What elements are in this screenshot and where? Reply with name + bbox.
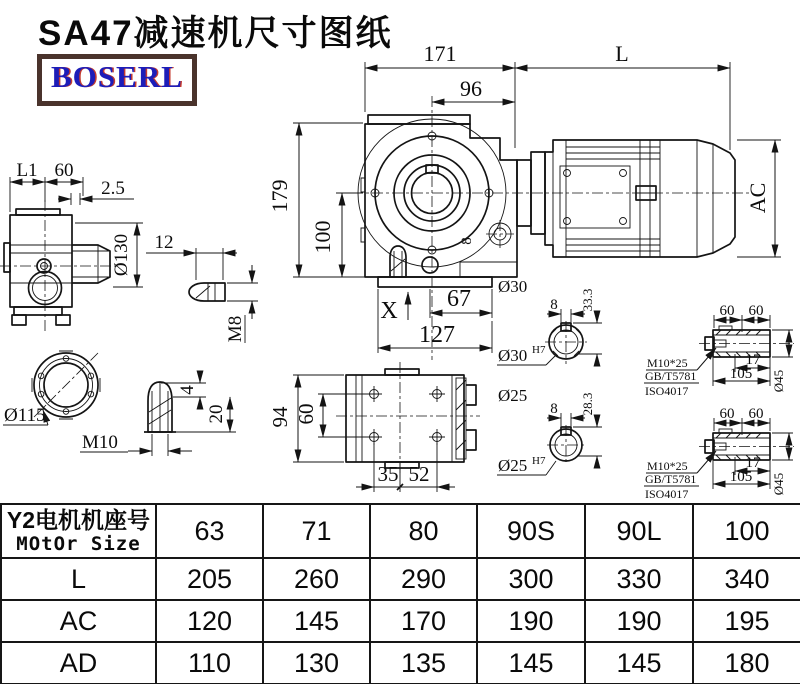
dim-dia130: Ø130 bbox=[111, 233, 132, 277]
gearbox-bottom-view bbox=[268, 362, 480, 492]
cell-AD-90S: 145 bbox=[477, 642, 585, 684]
col-63: 63 bbox=[156, 504, 263, 558]
dim-dia30: Ø30 bbox=[498, 277, 528, 296]
dim-35: 35 bbox=[377, 462, 399, 486]
cell-L-80: 290 bbox=[370, 558, 477, 600]
dim-171: 171 bbox=[423, 41, 457, 66]
dim-20: 20 bbox=[206, 404, 227, 424]
header-en: MOtOr Size bbox=[16, 533, 141, 555]
col-71: 71 bbox=[263, 504, 370, 558]
cell-L-90S: 300 bbox=[477, 558, 585, 600]
dim-L1: L1 bbox=[16, 160, 38, 181]
dim-52: 52 bbox=[408, 462, 430, 486]
cell-AC-80: 170 bbox=[370, 600, 477, 642]
col-90S: 90S bbox=[477, 504, 585, 558]
gearbox-left-view bbox=[0, 160, 143, 332]
dim-100: 100 bbox=[310, 220, 335, 254]
dim-L: L bbox=[615, 41, 629, 66]
row-label-AD: AD bbox=[1, 642, 156, 684]
dim-dia25h7: Ø25 bbox=[498, 456, 528, 475]
dim-M8: M8 bbox=[225, 315, 246, 343]
m10-plug-detail bbox=[80, 371, 236, 456]
m8-plug-detail bbox=[146, 232, 258, 343]
cell-AD-71: 130 bbox=[263, 642, 370, 684]
table-row-L bbox=[1, 558, 800, 600]
table-row-AD bbox=[1, 642, 800, 684]
dim-60-left: 60 bbox=[54, 160, 74, 181]
dim-67: 67 bbox=[447, 286, 471, 312]
dim-8-keyway25: 8 bbox=[550, 401, 558, 417]
dim-dia115: Ø115 bbox=[4, 405, 46, 426]
dim-60-shaft-a: 60 bbox=[719, 303, 735, 319]
dim-dia45: Ø45 bbox=[771, 369, 786, 393]
gearbox-front-view bbox=[352, 96, 750, 360]
col-80: 80 bbox=[370, 504, 477, 558]
cell-AC-90S: 190 bbox=[477, 600, 585, 642]
cell-AD-100: 180 bbox=[693, 642, 800, 684]
cell-AC-90L: 190 bbox=[585, 600, 693, 642]
motor-size-header-cell bbox=[1, 504, 156, 558]
dim-127: 127 bbox=[419, 322, 455, 348]
dim-12: 12 bbox=[154, 232, 174, 253]
motor-side-view bbox=[545, 140, 735, 257]
dim-28.3: 28.3 bbox=[580, 392, 595, 416]
dim-17: 17 bbox=[745, 352, 761, 368]
col-90L: 90L bbox=[585, 504, 693, 558]
dim-X: X bbox=[380, 298, 398, 324]
dim-M10: M10 bbox=[82, 432, 118, 453]
dimension-table bbox=[0, 503, 800, 684]
cell-L-90L: 330 bbox=[585, 558, 693, 600]
cell-AC-71: 145 bbox=[263, 600, 370, 642]
dim-94: 94 bbox=[268, 406, 292, 428]
cell-L-71: 260 bbox=[263, 558, 370, 600]
dim-179: 179 bbox=[267, 179, 292, 213]
main-dimensions bbox=[267, 41, 781, 353]
cell-AD-90L: 145 bbox=[585, 642, 693, 684]
brand-logo-text: BOSERL bbox=[51, 59, 183, 94]
dim-2.5: 2.5 bbox=[101, 178, 125, 199]
dim-8-front: 8 bbox=[459, 237, 475, 245]
cell-AD-63: 110 bbox=[156, 642, 263, 684]
dim-33.3: 33.3 bbox=[580, 288, 595, 312]
dim-105: 105 bbox=[729, 366, 753, 382]
brand-logo bbox=[37, 54, 197, 106]
page-title: SA47减速机尺寸图纸 bbox=[38, 14, 393, 53]
cell-L-63: 205 bbox=[156, 558, 263, 600]
dim-AC: AC bbox=[745, 182, 770, 214]
shaft-bore-25 bbox=[497, 386, 602, 475]
dim-8-keyway30: 8 bbox=[550, 297, 558, 313]
label-iso4017: ISO4017 bbox=[645, 384, 689, 398]
dim-60-shaft-b: 60 bbox=[748, 303, 764, 319]
row-label-AC: AC bbox=[1, 600, 156, 642]
row-label-L: L bbox=[1, 558, 156, 600]
cell-AC-100: 195 bbox=[693, 600, 800, 642]
cell-L-100: 340 bbox=[693, 558, 800, 600]
dim-96: 96 bbox=[460, 76, 482, 101]
header-cn: Y2电机机座号 bbox=[6, 507, 151, 533]
dim-dia25: Ø25 bbox=[498, 386, 528, 405]
dim-dia30h7: Ø30 bbox=[498, 346, 528, 365]
cell-AC-63: 120 bbox=[156, 600, 263, 642]
flange-view bbox=[3, 351, 100, 426]
table-header-row bbox=[1, 504, 800, 558]
dim-dia30h7-sup: H7 bbox=[532, 344, 546, 356]
hollow-shaft-side-view bbox=[644, 303, 794, 398]
label-m10x25: M10*25 bbox=[647, 356, 688, 370]
table-row-AC bbox=[1, 600, 800, 642]
cell-AD-80: 135 bbox=[370, 642, 477, 684]
shaft-bore-30 bbox=[497, 289, 602, 366]
dim-60-bottom: 60 bbox=[294, 403, 318, 425]
col-100: 100 bbox=[693, 504, 800, 558]
label-gbt5781: GB/T5781 bbox=[645, 369, 697, 383]
dim-dia25h7-sup: H7 bbox=[532, 455, 546, 467]
dim-4: 4 bbox=[177, 385, 198, 395]
